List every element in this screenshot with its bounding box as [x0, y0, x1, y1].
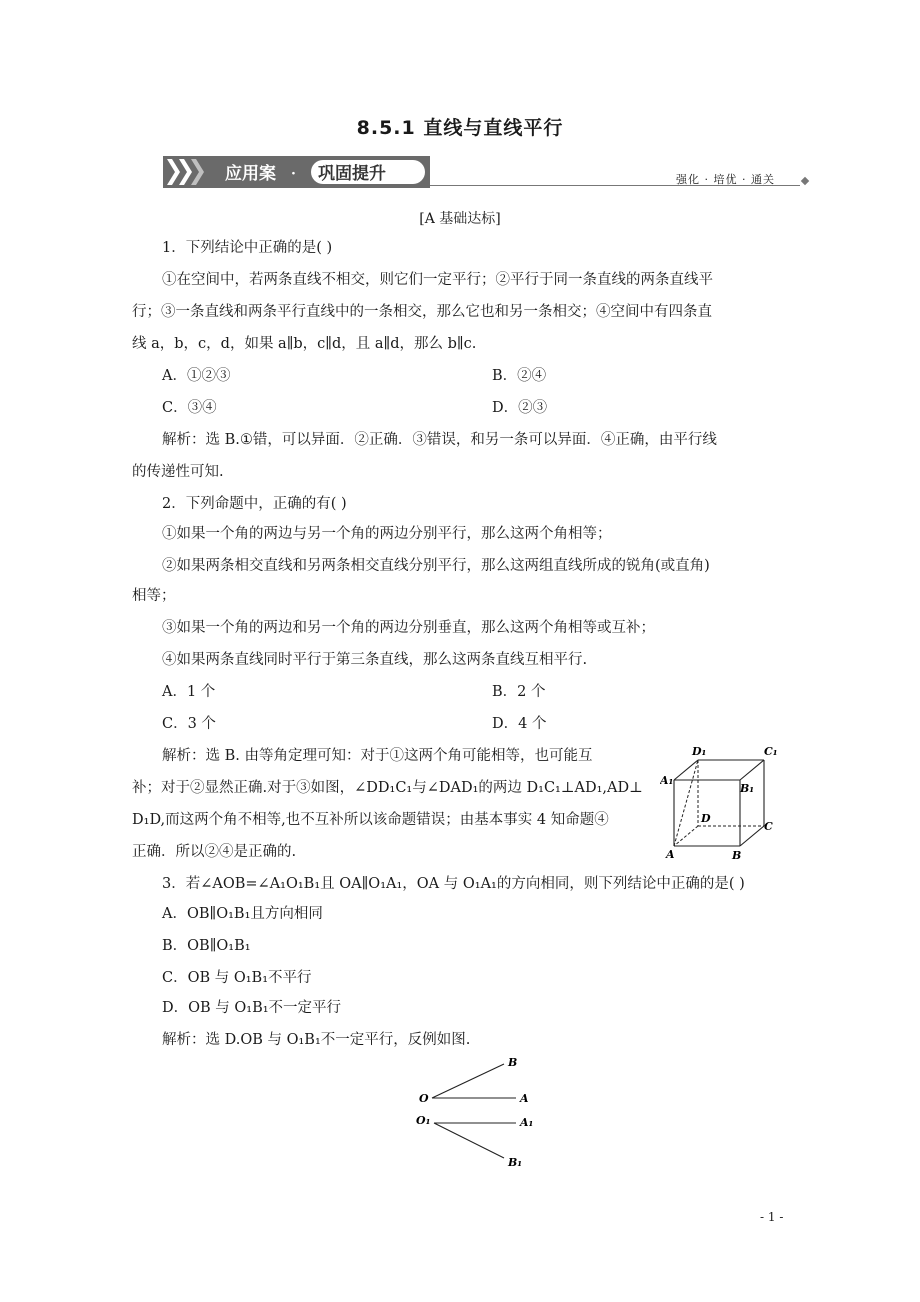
angle-label-b1: B₁ — [508, 1156, 523, 1169]
cube-label-a: A — [666, 848, 675, 861]
cube-label-c: C — [764, 820, 773, 833]
section-label: [A 基础达标] — [419, 211, 501, 227]
q2-option-d: D．4 个 — [492, 716, 547, 732]
angle-label-b: B — [508, 1056, 518, 1069]
page-title: 8.5.1 直线与直线平行 — [356, 117, 564, 139]
cube-figure — [660, 742, 780, 864]
cube-label-d1: D₁ — [692, 745, 707, 758]
q2-solution-4: 正确．所以②④是正确的. — [132, 844, 297, 860]
q1-body-3: 线 a，b，c，d，如果 a∥b，c∥d，且 a∥d，那么 b∥c. — [132, 336, 477, 352]
cube-label-b1: B₁ — [740, 782, 755, 795]
q3-option-c: C．OB 与 O₁B₁不平行 — [162, 970, 312, 986]
banner-tagline: 强化 · 培优 · 通关 — [676, 173, 775, 186]
q2-item-2a: ②如果两条相交直线和另两条相交直线分别平行，那么这两组直线所成的锐角(或直角) — [162, 558, 710, 574]
cube-label-d: D — [701, 812, 711, 825]
section-banner — [163, 156, 430, 188]
angle-label-a: A — [520, 1092, 529, 1105]
q1-option-c: C．③④ — [162, 400, 217, 416]
q2-item-3: ③如果一个角的两边和另一个角的两边分别垂直，那么这两个角相等或互补； — [162, 620, 655, 636]
q2-solution-2: 补；对于②显然正确.对于③如图，∠DD₁C₁与∠DAD₁的两边 D₁C₁⊥AD₁,AD⊥ — [132, 780, 643, 796]
diamond-icon — [801, 177, 809, 185]
cube-label-b: B — [732, 849, 742, 862]
q3-stem: 3．若∠AOB=∠A₁O₁B₁且 OA∥O₁A₁，OA 与 O₁A₁的方向相同，则下列结论中正确的是( ) — [162, 876, 745, 892]
angle-figure — [410, 1052, 550, 1174]
q2-item-1: ①如果一个角的两边与另一个角的两边分别平行，那么这两个角相等； — [162, 526, 612, 542]
angle-label-o: O — [419, 1092, 429, 1105]
q2-item-2b: 相等； — [132, 588, 176, 604]
page-number: - 1 - — [760, 1210, 784, 1224]
q1-body-2: 行；③一条直线和两条平行直线中的一条相交，那么它也和另一条相交；④空间中有四条直 — [132, 304, 712, 320]
angle-label-a1: A₁ — [520, 1116, 534, 1129]
q2-option-a: A．1 个 — [162, 684, 216, 700]
q1-solution-1: 解析：选 B.①错，可以异面．②正确．③错误，和另一条可以异面．④正确，由平行线 — [162, 432, 717, 448]
q2-stem: 2．下列命题中，正确的有( ) — [162, 496, 347, 512]
q1-option-a: A．①②③ — [162, 368, 231, 384]
banner-dot: · — [291, 166, 296, 182]
cube-label-a1: A₁ — [660, 774, 674, 787]
q3-solution: 解析：选 D.OB 与 O₁B₁不一定平行，反例如图. — [162, 1032, 471, 1048]
q2-solution-1: 解析：选 B. 由等角定理可知：对于①这两个角可能相等，也可能互 — [162, 748, 593, 764]
q2-solution-3: D₁D,而这两个角不相等,也不互补所以该命题错误；由基本事实 4 知命题④ — [132, 812, 609, 828]
q3-option-d: D．OB 与 O₁B₁不一定平行 — [162, 1000, 342, 1016]
angle-label-o1: O₁ — [416, 1114, 431, 1127]
q1-solution-2: 的传递性可知. — [132, 464, 224, 480]
q2-item-4: ④如果两条直线同时平行于第三条直线，那么这两条直线互相平行. — [162, 652, 588, 668]
q3-option-b: B．OB∥O₁B₁ — [162, 938, 251, 954]
cube-label-c1: C₁ — [764, 745, 778, 758]
q1-option-d: D．②③ — [492, 400, 548, 416]
banner-left-text: 应用案 — [225, 164, 276, 184]
q1-stem: 1．下列结论中正确的是( ) — [162, 240, 333, 256]
q3-option-a: A．OB∥O₁B₁且方向相同 — [162, 906, 323, 922]
q1-option-b: B．②④ — [492, 368, 547, 384]
banner-right-text: 巩固提升 — [318, 164, 386, 184]
q1-body-1: ①在空间中，若两条直线不相交，则它们一定平行；②平行于同一条直线的两条直线平 — [162, 272, 713, 288]
q2-option-c: C．3 个 — [162, 716, 216, 732]
q2-option-b: B．2 个 — [492, 684, 546, 700]
